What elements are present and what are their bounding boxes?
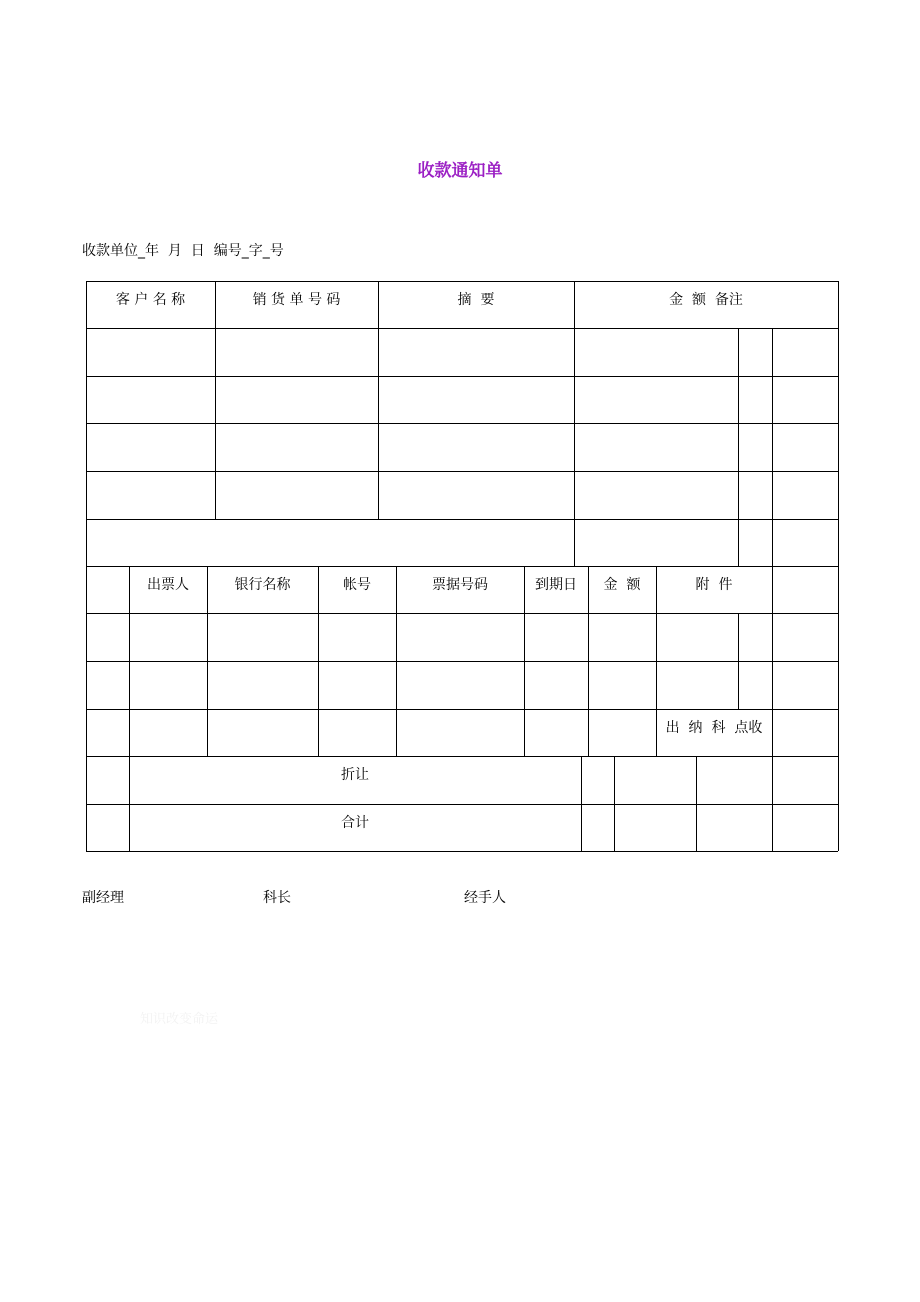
header-drawer: 出票人 <box>147 577 189 593</box>
discount-label: 折让 <box>341 767 369 783</box>
header-due-date: 到期日 <box>535 577 577 593</box>
header-customer-name: 客 户 名 称 <box>115 292 186 308</box>
signature-deputy-manager: 副经理 <box>82 890 124 906</box>
header-invoice-number: 销 货 单 号 码 <box>252 292 341 308</box>
header-bank-name: 银行名称 <box>234 577 291 593</box>
signature-handler: 经手人 <box>464 890 506 906</box>
total-label: 合计 <box>341 815 369 831</box>
watermark: 知识改变命运 <box>140 1012 219 1027</box>
header-attachment: 附 件 <box>695 577 733 593</box>
header-account: 帐号 <box>343 577 371 593</box>
header-bill-amount: 金 额 <box>603 577 641 593</box>
header-amount-note: 金 额 备注 <box>669 292 743 308</box>
page-title: 收款通知单 <box>417 161 503 181</box>
header-info-line: 收款单位_年 月 日 编号_字_号 <box>82 243 284 259</box>
signature-section-chief: 科长 <box>263 890 291 906</box>
header-summary: 摘 要 <box>457 292 495 308</box>
header-bill-number: 票据号码 <box>432 577 488 593</box>
cashier-check-label: 出 纳 科 点收 <box>665 720 763 736</box>
